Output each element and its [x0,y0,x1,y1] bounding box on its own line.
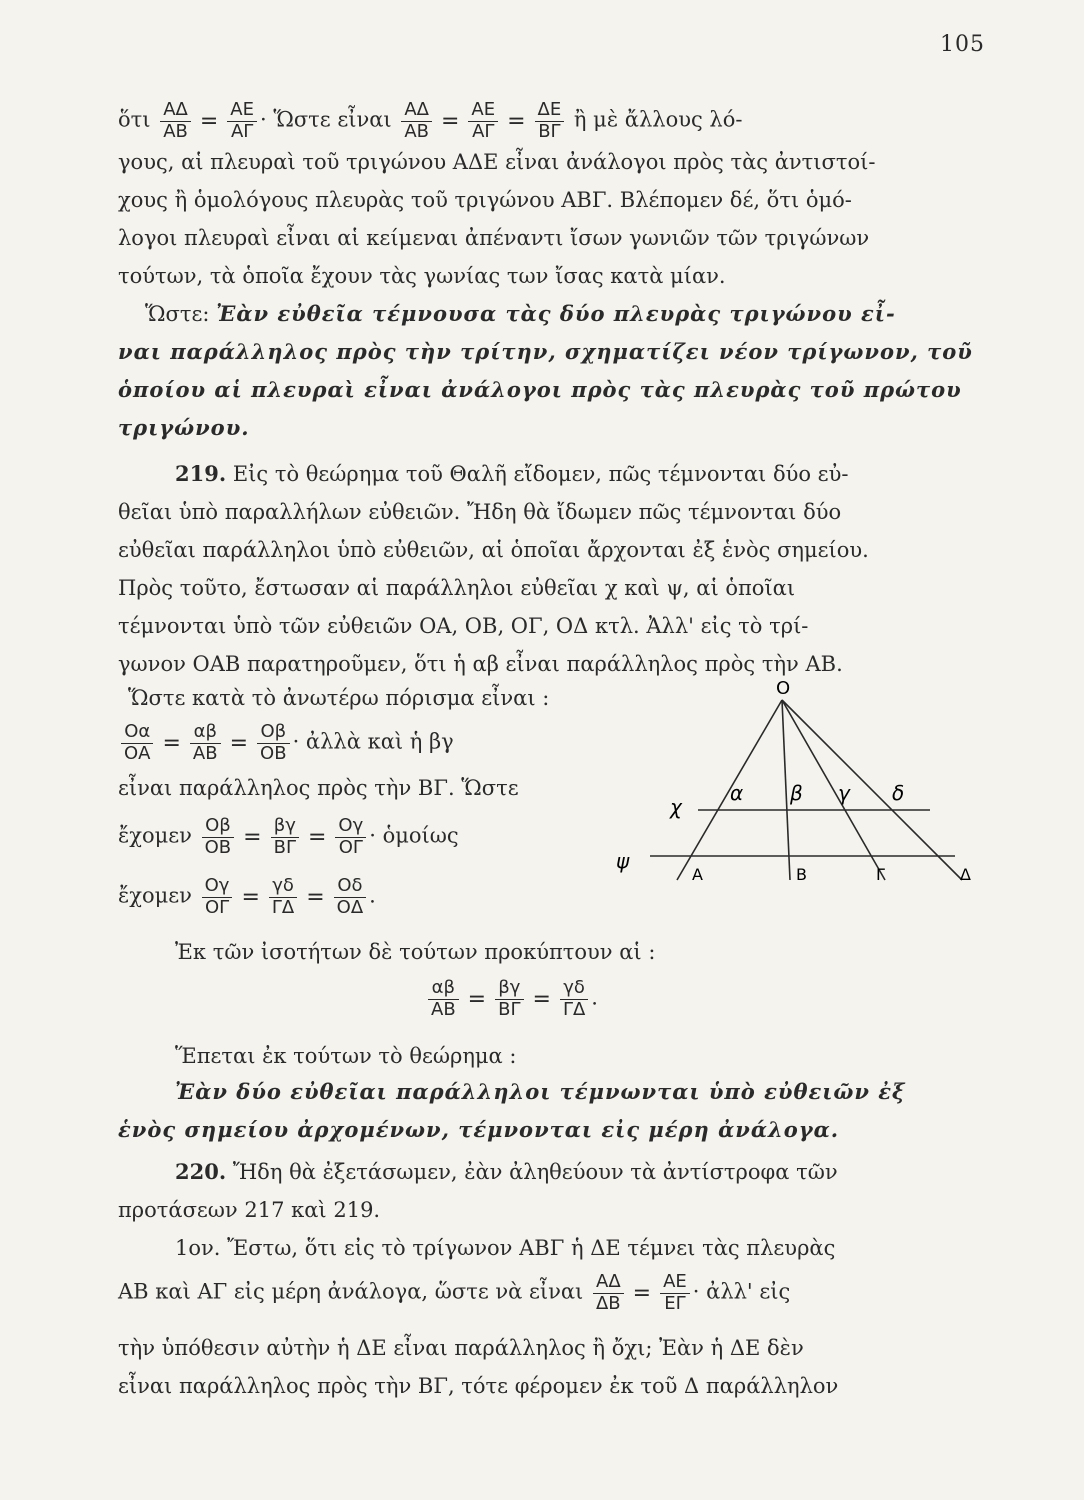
label-O: Ο [776,678,791,699]
text-line: Ὥστε κατὰ τὸ ἀνωτέρω πόρισμα εἶναι : [128,686,550,710]
line-OD [782,700,962,880]
equation-4: $\frac{\alpha\beta}{AB}$ = $\frac{\beta\gamma}{B\Gamma}$ = $\frac{\gamma\delta}{\Gamma\Delta}$ . [425,978,825,1020]
text-line: Ἕπεται ἐκ τούτων τὸ θεώρημα : [175,1044,517,1068]
fraction: $\frac{A\Delta}{AB}$ [401,100,432,142]
text-line: εἶναι παράλληλος πρὸς τὴν ΒΓ, τότε φέρομεν ἐκ τοῦ Δ παράλληλον [118,1374,839,1398]
theorem-line: Ἐὰν δύο εὐθεῖαι παράλληλοι τέμνωνται ὑπὸ εὐθειῶν ἐξ [175,1079,906,1104]
theorem-line: ναι παράλληλος πρὸς τὴν τρίτην, σχηματίζει νέον τρίγωνον, τοῦ [118,339,973,364]
label-D: Δ [960,865,971,884]
text-line: γους, αἱ πλευραὶ τοῦ τριγώνου ΑΔΕ εἶναι ἀνάλογοι πρὸς τὰς ἀντιστοί- [118,150,876,174]
text-line: τούτων, τὰ ὁποῖα ἔχουν τὰς γωνίας των ἴσας κατὰ μίαν. [118,264,726,288]
theorem-line: ὁποίου αἱ πλευραὶ εἶναι ἀνάλογοι πρὸς τὰς πλευρὰς τοῦ πρώτου [118,377,962,402]
text-line: Πρὸς τοῦτο, ἔστωσαν αἱ παράλληλοι εὐθεῖαι χ καὶ ψ, αἱ ὁποῖαι [118,576,796,600]
label-B: Β [796,865,807,884]
theorem-line: ἑνὸς σημείου ἀρχομένων, τέμνονται εἰς μέρη ἀνάλογα. [118,1117,840,1142]
equation-3: ἔχομεν $\frac{O\gamma}{O\Gamma}$ = $\frac{\gamma\delta}{\Gamma\Delta}$ = $\frac{O\delta}{O\Delta}$ . [118,875,376,918]
line-ratios: ὅτι $\frac{A\Delta}{AB}$ = $\frac{AE}{A\Gamma}$ · Ὥστε εἶναι $\frac{A\Delta}{AB}$ = $\frac{AE}{A\Gamma}$ = $\frac{\Delta E}{B\Gamma}$ ἢ μὲ ἄλλους λό- [118,99,743,142]
label-A: Α [692,865,703,884]
label-d: δ [892,781,905,805]
text-line: εὐθεῖαι παράλληλοι ὑπὸ εὐθειῶν, αἱ ὁποῖαι ἄρχονται ἐξ ἑνὸς σημείου. [118,538,869,562]
theorem-line: Ὥστε: Ἐὰν εὐθεῖα τέμνουσα τὰς δύο πλευρὰς τριγώνου εἶ- [145,301,896,326]
text-line: προτάσεων 217 καὶ 219. [118,1198,381,1222]
equation-1: $\frac{O\alpha}{OA}$ = $\frac{\alpha\beta}{AB}$ = $\frac{O\beta}{OB}$ · ἀλλὰ καὶ ἡ βγ [118,722,618,764]
label-x: χ [670,795,682,819]
label-b: β [790,781,803,805]
section-220-first: 220. Ἤδη θὰ ἐξετάσωμεν, ἐὰν ἀληθεύουν τὰ ἀντίστροφα τῶν [175,1159,838,1184]
section-219-first: 219. Εἰς τὸ θεώρημα τοῦ Θαλῆ εἴδομεν, πῶς τέμνονται δύο εὐ- [175,461,849,486]
text-line: εἶναι παράλληλος πρὸς τὴν ΒΓ. Ὥστε [118,776,519,800]
text-line: γωνον ΟΑΒ παρατηροῦμεν, ὅτι ἡ αβ εἶναι παράλληλος πρὸς τὴν ΑΒ. [118,652,843,676]
label-g: γ [838,781,850,805]
text-line: λογοι πλευραὶ εἶναι αἱ κείμεναι ἀπέναντι ἴσων γωνιῶν τῶν τριγώνων [118,226,870,250]
text-line: θεῖαι ὑπὸ παραλλήλων εὐθειῶν. Ἤδη θὰ ἴδωμεν πῶς τέμνονται δύο [118,500,842,524]
fraction: $\frac{A\Delta}{AB}$ [160,100,191,142]
label-G: Γ [876,865,885,884]
page-number: 105 [940,32,985,57]
text-line: Ἐκ τῶν ἰσοτήτων δὲ τούτων προκύπτουν αἱ : [175,940,656,964]
label-psi: ψ [616,849,630,873]
text-line: τέμνονται ὑπὸ τῶν εὐθειῶν ΟΑ, ΟΒ, ΟΓ, ΟΔ κτλ. Ἀλλ' εἰς τὸ τρί- [118,614,809,638]
fraction: $\frac{\Delta E}{B\Gamma}$ [535,100,565,142]
fraction: $\frac{AE}{A\Gamma}$ [227,100,257,142]
text-line: χους ἢ ὁμολόγους πλευρὰς τοῦ τριγώνου ΑΒΓ. Βλέπομεν δέ, ὅτι ὁμό- [118,188,852,212]
equation-2: ἔχομεν $\frac{O\beta}{OB}$ = $\frac{\beta\gamma}{B\Gamma}$ = $\frac{O\gamma}{O\Gamma}$ · ὁμοίως [118,815,459,858]
parallel-lines-figure [600,670,1000,910]
line-OB [782,700,790,880]
theorem-line: τριγώνου. [118,415,250,440]
text-line: 1ον. Ἔστω, ὅτι εἰς τὸ τρίγωνον ΑΒΓ ἡ ΔΕ τέμνει τὰς πλευρὰς [175,1236,836,1260]
label-a: α [730,781,744,805]
line-ratios-2: ΑΒ καὶ ΑΓ εἰς μέρη ἀνάλογα, ὥστε νὰ εἶναι $\frac{A\Delta}{\Delta B}$ = $\frac{AE}{E\Gamma}$ · ἀλλ' εἰς [118,1271,791,1314]
text-line: τὴν ὑπόθεσιν αὐτὴν ἡ ΔΕ εἶναι παράλληλος ἢ ὄχι; Ἐὰν ἡ ΔΕ δὲν [118,1336,804,1360]
fraction: $\frac{AE}{A\Gamma}$ [468,100,498,142]
